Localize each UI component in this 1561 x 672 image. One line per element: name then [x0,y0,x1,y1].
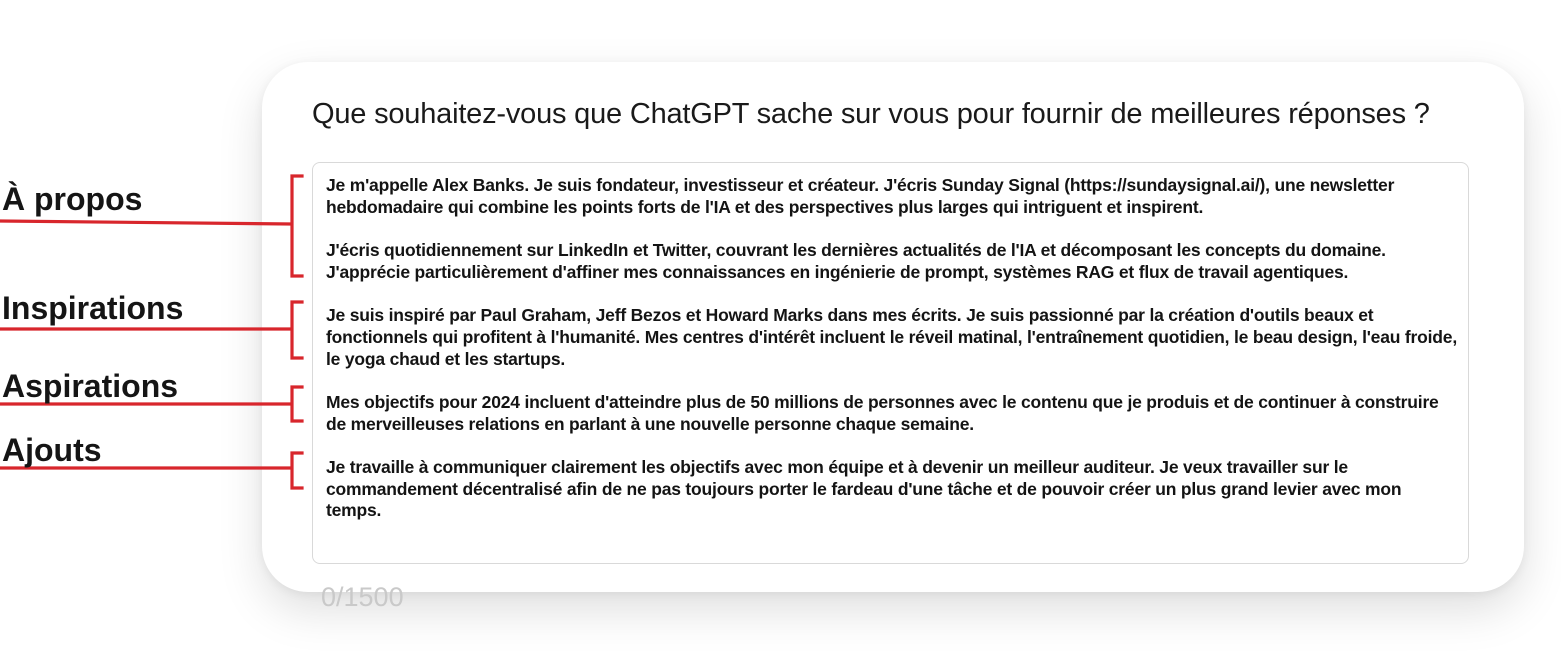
paragraph-about: Je m'appelle Alex Banks. Je suis fondateur, investisseur et créateur. J'écris Sunday Signal (https://sundaysignal.ai/), une newsletter hebdomadaire qui combine les points forts de l'IA et des perspectives plus larges qui intriguent et inspirent. [326,175,1395,217]
paragraph-activities: J'écris quotidiennement sur LinkedIn et Twitter, couvrant les dernières actualités de l'IA et décomposant les concepts du domaine. J'apprécie particulièrement d'affiner mes connaissances en ingénierie de prompt, systèmes RAG et flux de travail agentiques. [326,240,1386,282]
label-ajouts: Ajouts [2,432,102,468]
label-inspirations: Inspirations [2,290,184,326]
paragraph-additions: Je travaille à communiquer clairement les objectifs avec mon équipe et à devenir un meilleur auditeur. Je veux travailler sur le commandement décentralisé afin de ne pas toujours porter le fardeau d'une tâche et de pouvoir créer un plus grand levier avec mon temps. [326,457,1402,521]
question-heading: Que souhaitez-vous que ChatGPT sache sur vous pour fournir de meilleures réponses ? [312,98,1430,130]
about-you-textarea[interactable] [312,162,1469,564]
character-counter: 0/1500 [321,582,404,612]
paragraph-goals: Mes objectifs pour 2024 incluent d'atteindre plus de 50 millions de personnes avec le contenu que je produis et de continuer à construire de merveilleuses relations en parlant à une nouvelle personne chaque semaine. [326,391,1439,434]
label-a-propos: À propos [2,181,143,217]
paragraph-inspirations: Je suis inspiré par Paul Graham, Jeff Bezos et Howard Marks dans mes écrits. Je suis passionné par la création d'outils beaux et fonctionnels qui profitent à l'humanité. Mes centres d'intérêt incluent le réveil matinal, l'entraînement quotidien, le beau design, l'eau froide, le yoga chaud et les startups. [326,305,1457,369]
label-aspirations: Aspirations [2,368,179,404]
